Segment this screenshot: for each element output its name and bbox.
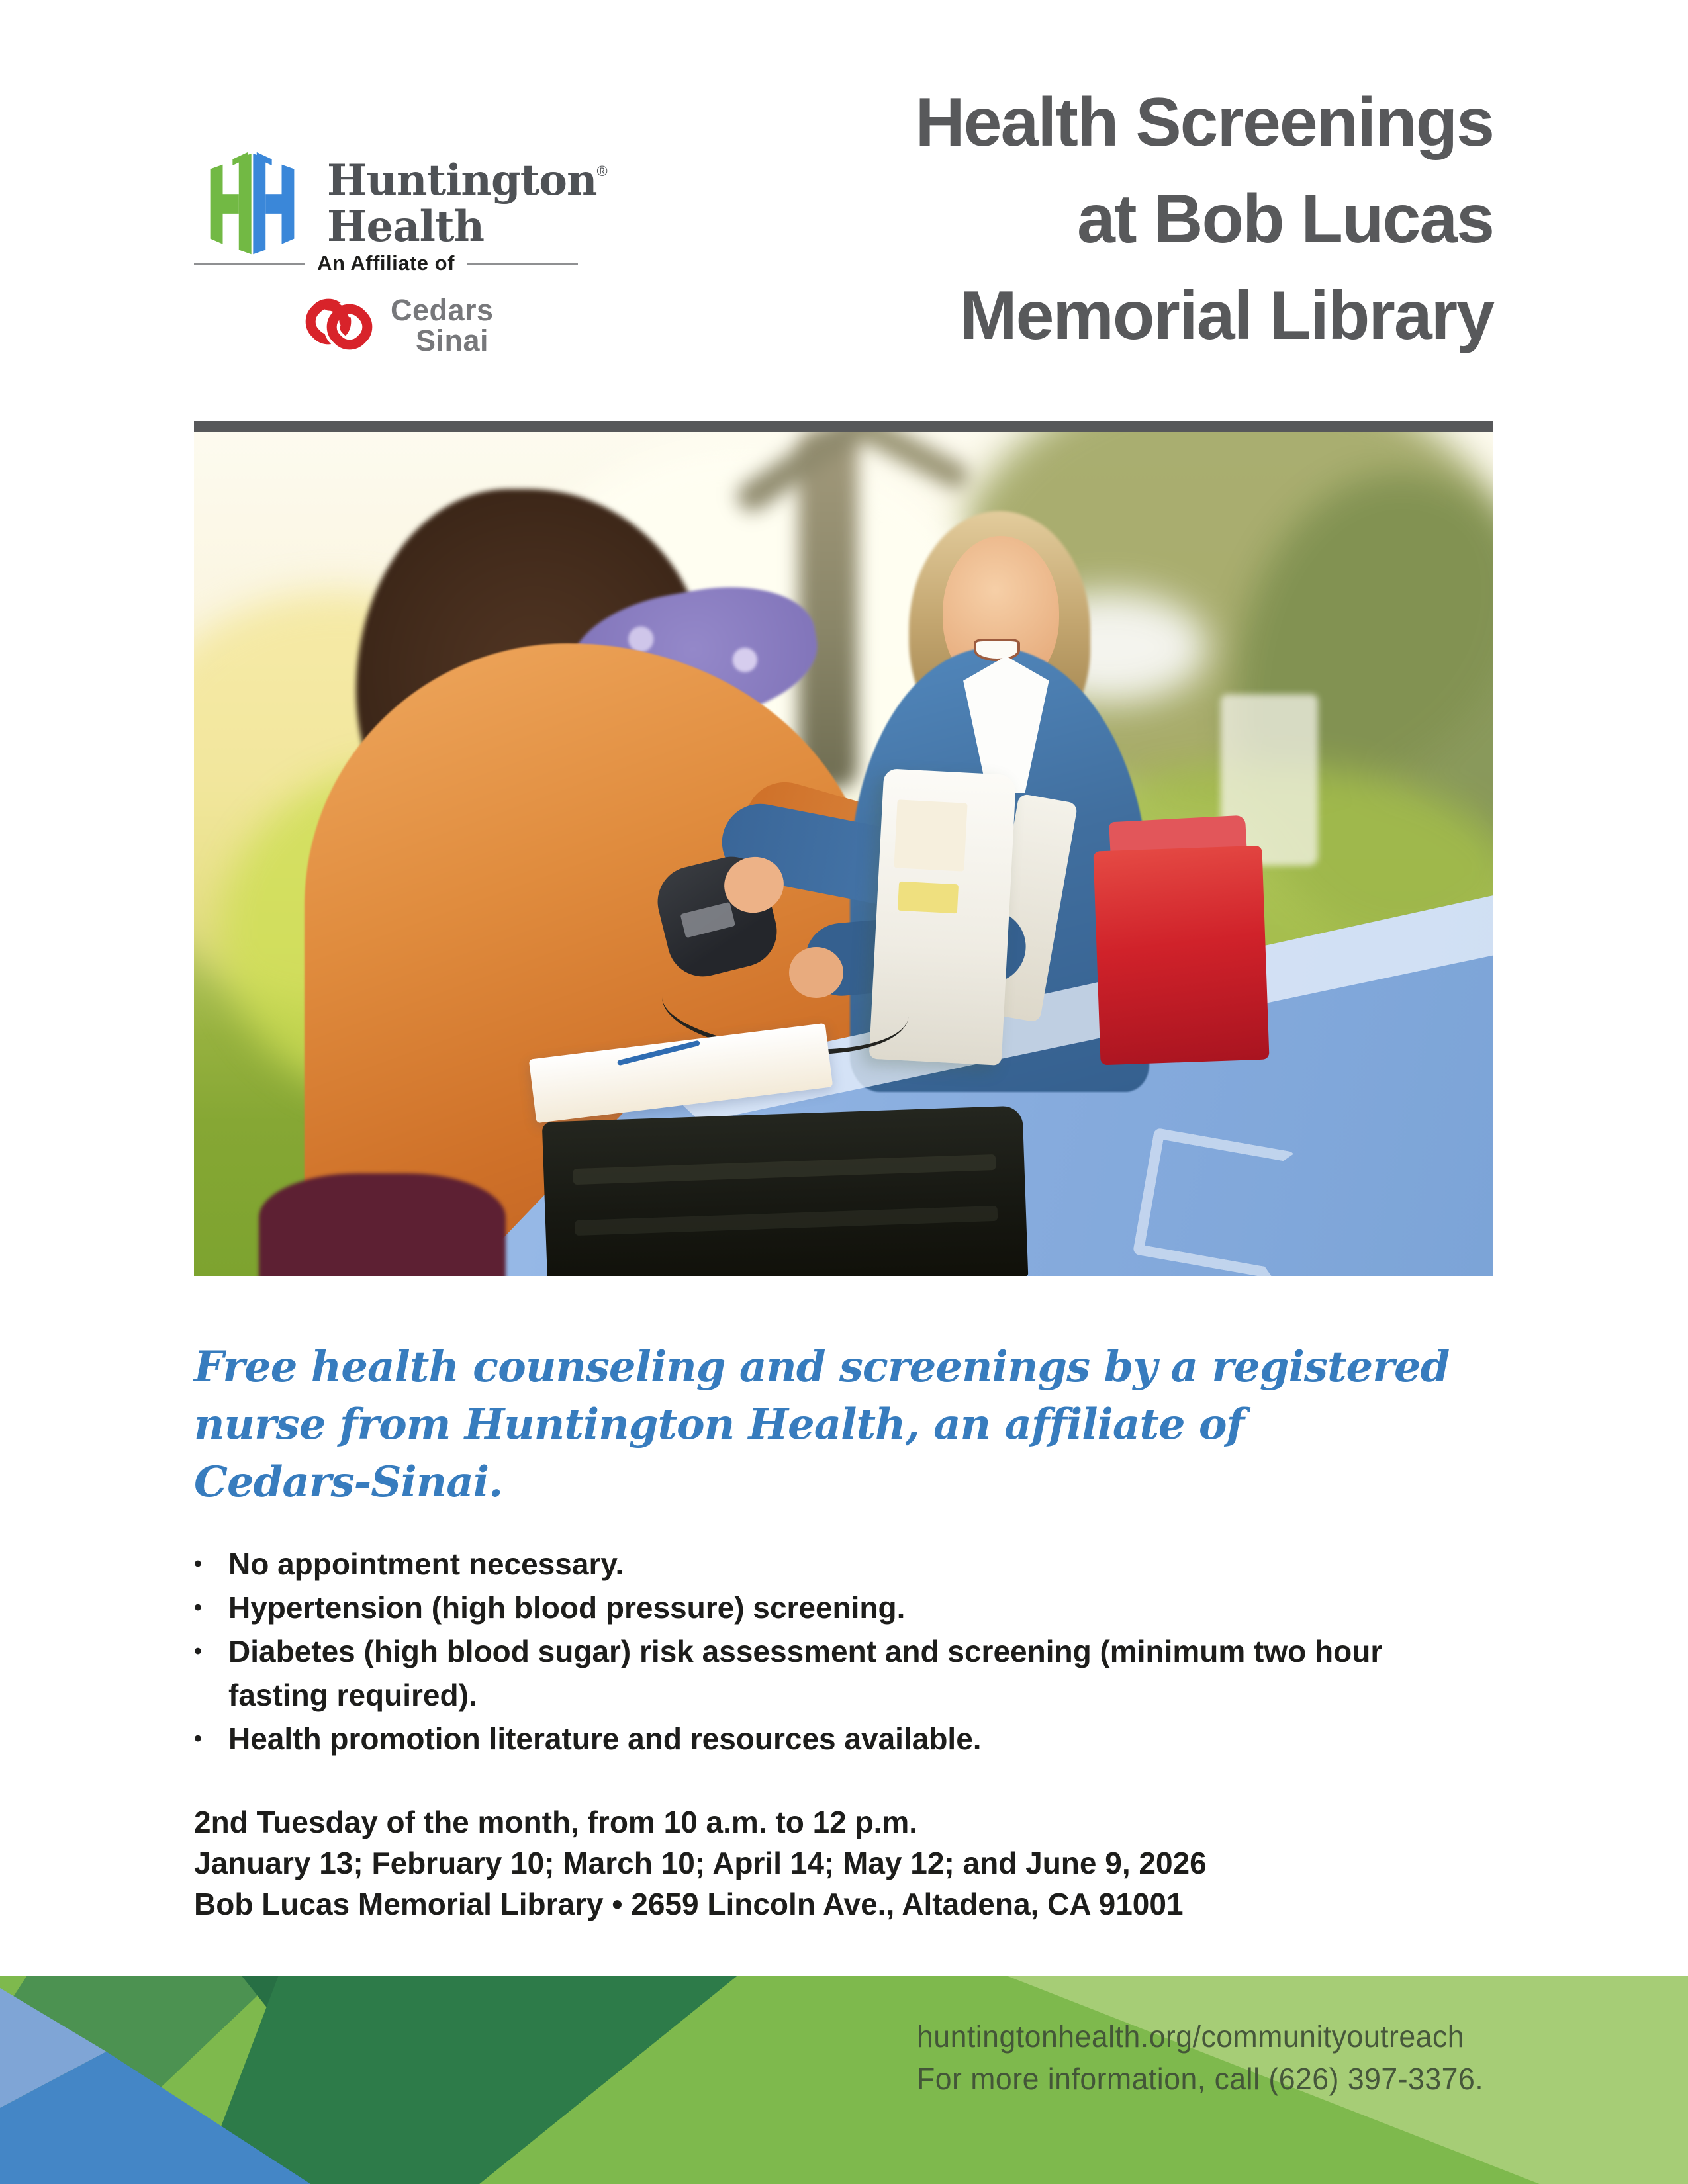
intro-line-2: nurse from Huntington Health, an affiliate of [194, 1400, 1244, 1449]
bullet-dot-icon: • [194, 1595, 202, 1620]
title-line-1: Health Screenings [915, 84, 1493, 161]
nurse-smile [974, 639, 1021, 661]
intro-line-1: Free health counseling and screenings by a registered [194, 1342, 1450, 1392]
footer-phone-info: For more information, call (626) 397-3376. [917, 2062, 1484, 2096]
footer-contact-block [917, 2015, 1483, 2100]
brand-name-line2: Health [327, 202, 485, 251]
footer-band [0, 1976, 1688, 2184]
cedars-sinai-logo-icon [299, 290, 379, 359]
list-item-text: Health promotion literature and resources available. [228, 1721, 982, 1756]
bullet-dot-icon: • [194, 1639, 202, 1664]
huntington-cube-logo-icon [193, 142, 311, 260]
footer-url: huntingtonhealth.org/communityoutreach [917, 2019, 1465, 2054]
list-item [194, 1717, 1465, 1760]
list-item [194, 1542, 1465, 1586]
affiliate-rule-left [194, 263, 305, 265]
cedars-line2: Sinai [416, 324, 489, 357]
bullet-dot-icon: • [194, 1551, 202, 1576]
red-sharps-container [1094, 846, 1270, 1066]
list-item [194, 1586, 1465, 1629]
schedule-block [194, 1801, 1207, 1925]
title-line-3: Memorial Library [959, 277, 1493, 354]
schedule-location: Bob Lucas Memorial Library • 2659 Lincoln Ave., Altadena, CA 91001 [194, 1887, 1184, 1921]
bp-monitor-tag [898, 881, 959, 913]
photo-top-edge [194, 421, 1493, 432]
huntington-health-wordmark [327, 148, 607, 250]
page-title [915, 74, 1493, 364]
list-item [194, 1629, 1465, 1717]
intro-line-3: Cedars-Sinai. [194, 1457, 503, 1507]
nurse-hand [789, 947, 843, 999]
cedars-line1: Cedars [391, 293, 494, 327]
title-line-2: at Bob Lucas [1077, 181, 1493, 257]
schedule-time: 2nd Tuesday of the month, from 10 a.m. to 12 p.m. [194, 1805, 918, 1839]
benefits-list [194, 1542, 1465, 1760]
affiliate-row [194, 251, 578, 275]
photo-health-screening [194, 421, 1493, 1276]
list-item-text: No appointment necessary. [228, 1547, 624, 1581]
patient-skirt [259, 1173, 506, 1276]
affiliate-rule-right [467, 263, 578, 265]
list-item-text: Hypertension (high blood pressure) screening. [228, 1590, 906, 1625]
bp-monitor-label [894, 799, 967, 872]
brand-name-line1: Huntington [327, 156, 597, 205]
tablecloth-letter-watermark [1133, 1128, 1295, 1276]
black-folding-chair [542, 1105, 1029, 1276]
intro-paragraph [194, 1338, 1449, 1511]
bullet-dot-icon: • [194, 1726, 202, 1751]
cedars-sinai-wordmark [391, 295, 494, 356]
affiliate-label: An Affiliate of [317, 251, 455, 275]
list-item-text: Diabetes (high blood sugar) risk assessment and screening (minimum two hour fasting required). [228, 1634, 1383, 1712]
schedule-dates: January 13; February 10; March 10; April 14; May 12; and June 9, 2026 [194, 1846, 1207, 1880]
tree-trunk [798, 430, 858, 789]
registered-mark: ® [596, 163, 607, 179]
